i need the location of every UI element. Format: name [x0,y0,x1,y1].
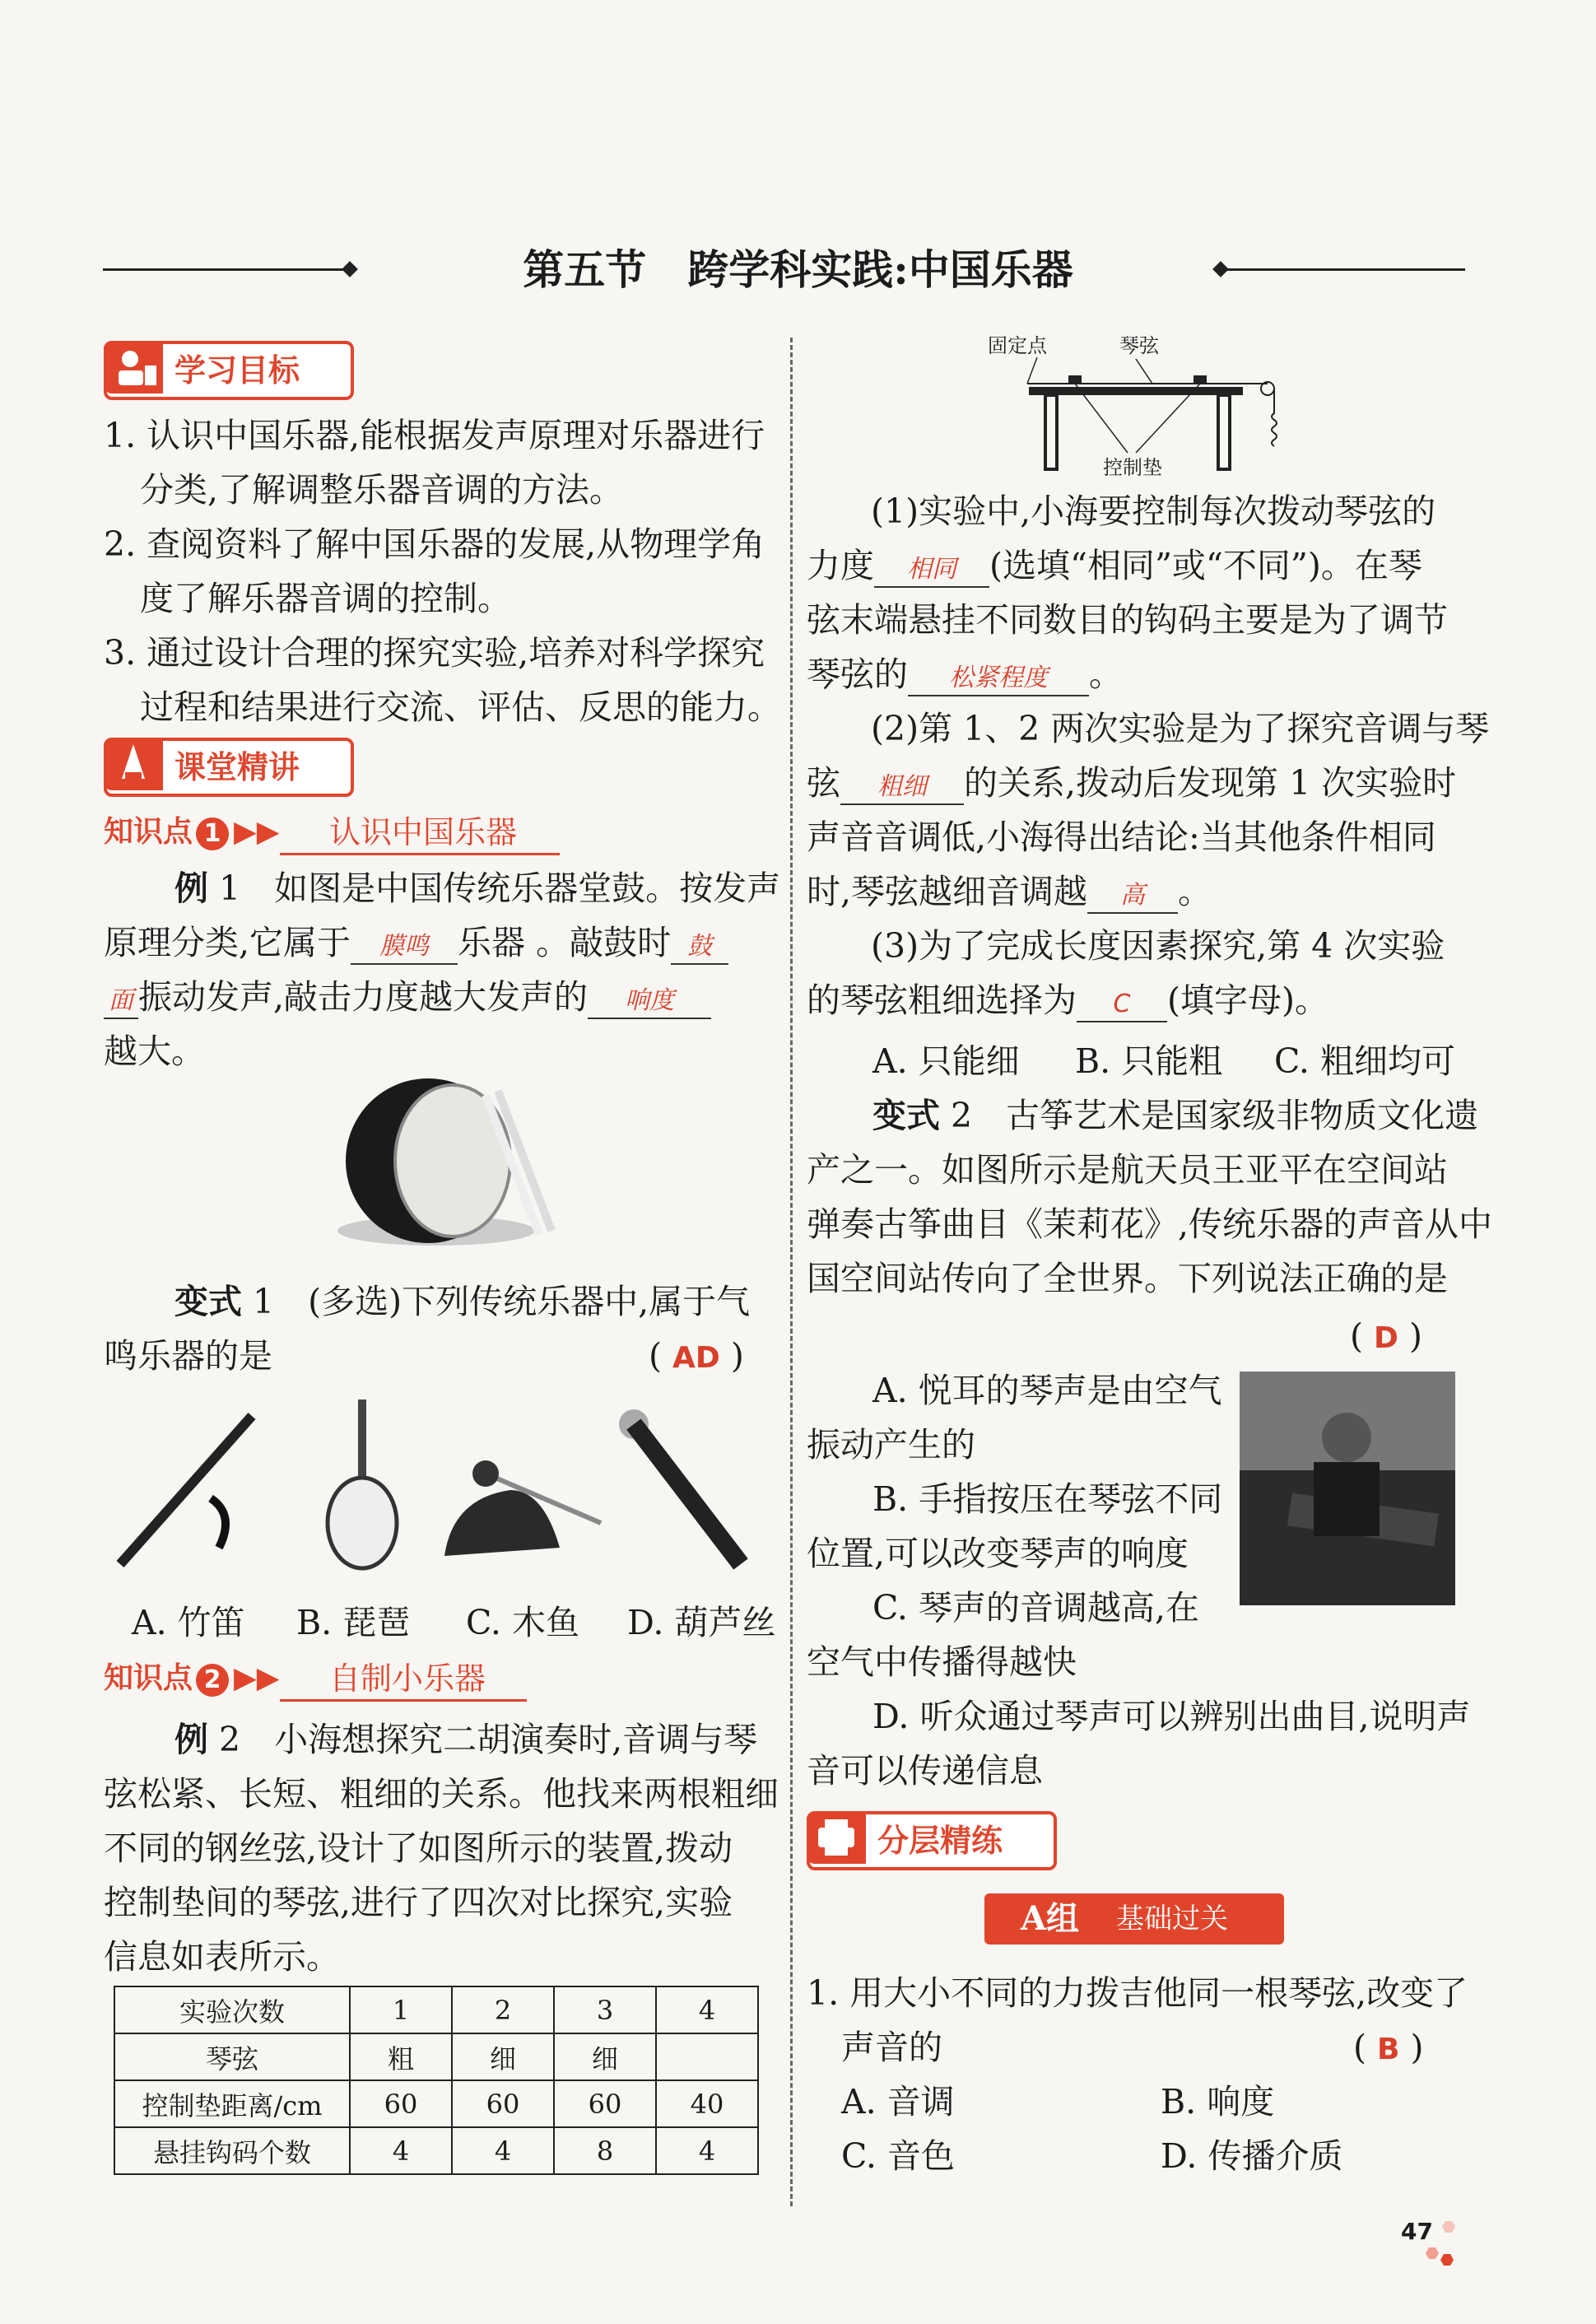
var2-opt-b1: B. 手指按压在琴弦不同 [872,1479,1223,1519]
hulusi-image [609,1400,757,1572]
ex1-line1: 例 1 如图是中国传统乐器堂鼓。按发声 [174,869,781,908]
q3-opt-a: A. 只能细 [872,1041,1020,1081]
goal-2-line2: 度了解乐器音调的控制。 [140,579,511,618]
experiment-table [114,1986,759,2175]
q1-answer-1: 相同 [874,553,989,588]
var1-opt-a: A. 竹笛 [132,1603,245,1642]
woodfish-image [436,1449,609,1572]
ex1-answer-3: 响度 [588,985,711,1019]
table-row: 控制垫距离/cm 60 60 60 40 [114,2080,758,2127]
var2-opt-d2: 音可以传递信息 [807,1751,1043,1791]
q1-answer-2: 松紧程度 [908,662,1089,696]
label-string: 琴弦 [1119,334,1159,357]
q2-line1: (2)第 1、2 两次实验是为了探究音调与琴 [871,709,1490,748]
section-goals-badge [104,341,354,400]
q2-line2: 弦 粗细 的关系,拨动后发现第 1 次实验时 [807,756,1456,810]
var1-opt-c: C. 木鱼 [466,1603,579,1642]
flute-image [104,1400,268,1572]
table-row: 琴弦 粗 细 细 [114,2033,758,2080]
q1-line2: 力度 相同 (选填“相同”或“不同”)。在琴 [807,538,1422,593]
table-row: 悬挂钩码个数 4 4 8 4 [114,2127,758,2174]
var2-opt-a1: A. 悦耳的琴声是由空气 [872,1371,1222,1410]
group-a-subtitle: 基础过关 [1116,1903,1228,1935]
p1-line1: 1. 用大小不同的力拨吉他同一根琴弦,改变了 [807,1973,1468,2013]
q2-answer-1: 粗细 [840,771,964,805]
kp1-label: 知识点 1 ▶▶ [104,815,280,849]
kp1-title: 认识中国乐器 [329,814,518,850]
goal-3-line2: 过程和结果进行交流、评估、反思的能力。 [140,687,781,727]
q2-line4: 时,琴弦越细音调越 高 。 [807,864,1212,919]
table-row: 实验次数 1 2 3 4 [114,1986,758,2033]
group-a-label: A组 [1021,1899,1080,1938]
p1-opt-b: B. 响度 [1161,2082,1275,2121]
var2-opt-c2: 空气中传播得越快 [807,1642,1077,1682]
p1-line2: 声音的 [841,2028,942,2067]
q1-line1: (1)实验中,小海要控制每次拨动琴弦的 [871,491,1436,531]
q3-opt-c: C. 粗细均可 [1274,1041,1455,1081]
goal-1-line1: 1. 认识中国乐器,能根据发声原理对乐器进行 [104,416,765,455]
label-fixed-point: 固定点 [988,334,1047,357]
q3-line2: 的琴弦粗细选择为 C (填字母)。 [807,973,1328,1027]
p1-opt-a: A. 音调 [841,2082,955,2121]
var2-line2: 产之一。如图所示是航天员王亚平在空间站 [807,1150,1448,1190]
q2-answer-2: 高 [1087,879,1178,914]
p1-opt-c: C. 音色 [841,2136,955,2176]
p1-opt-d: D. 传播介质 [1161,2136,1343,2176]
page-title: 第五节 跨学科实践:中国乐器 [523,245,1073,294]
goal-3-line1: 3. 通过设计合理的探究实验,培养对科学探究 [104,633,765,673]
column-divider [790,338,793,2206]
var1-line2: 鸣乐器的是 [104,1336,272,1376]
var1-opt-b: B. 琵琶 [296,1603,411,1642]
q3-answer: C [1077,988,1167,1022]
ex2-line5: 信息如表所示。 [104,1937,340,1977]
pencil-icon [104,738,163,790]
var1-answer: ( AD ) [649,1336,744,1376]
var2-answer: ( D ) [1350,1316,1422,1356]
var2-opt-b2: 位置,可以改变琴声的响度 [807,1534,1189,1573]
ex1-line2: 原理分类,它属于 膜鸣 乐器 。敲鼓时 鼓 [104,915,728,970]
goal-1-line2: 分类,了解调整乐器音调的方法。 [140,470,624,510]
ex1-line4: 越大。 [104,1032,205,1071]
group-a-banner [984,1893,1284,1944]
apparatus-diagram [988,329,1317,477]
page-number: 47 [1401,2218,1433,2245]
ex2-line2: 弦松紧、长短、粗细的关系。他找来两根粗细 [104,1774,779,1814]
var1-line1: 变式 1 (多选)下列传统乐器中,属于气 [174,1282,751,1321]
ex1-answer-2b: 面 [104,985,138,1019]
astronaut-photo [1240,1372,1455,1605]
var2-opt-c1: C. 琴声的音调越高,在 [872,1588,1200,1628]
ex2-line4: 控制垫间的琴弦,进行了四次对比探究,实验 [104,1883,733,1922]
var1-opt-d: D. 葫芦丝 [627,1603,776,1642]
ex1-answer-2a: 鼓 [671,930,728,965]
var2-line1: 变式 2 古筝艺术是国家级非物质文化遗 [872,1096,1479,1135]
label-pad: 控制垫 [1103,456,1162,479]
drum-image [313,1070,560,1251]
p1-answer: ( B ) [1353,2028,1424,2067]
ex1-line3: 面 振动发声,敲击力度越大发声的 响度 [104,970,711,1024]
ex1-answer-1: 膜鸣 [351,930,458,965]
q1-line3: 弦末端悬挂不同数目的钩码主要是为了调节 [807,600,1448,640]
pipa-image [313,1391,412,1572]
section-lecture-label: 课堂精讲 [174,749,300,785]
q3-opt-b: B. 只能粗 [1075,1041,1223,1081]
q2-line3: 声音音调低,小海得出结论:当其他条件相同 [807,817,1436,857]
kp1-number: 1 [196,817,229,850]
printer-icon [807,1811,866,1864]
kp2-label: 知识点 2 ▶▶ [104,1661,280,1695]
ex2-line3: 不同的钢丝弦,设计了如图所示的装置,拨动 [104,1828,733,1868]
var2-line4: 国空间站传向了全世界。下列说法正确的是 [807,1259,1448,1298]
section-goals-label: 学习目标 [174,352,300,389]
q1-line4: 琴弦的 松紧程度 。 [807,647,1123,701]
ex2-line1: 例 2 小海想探究二胡演奏时,音调与琴 [174,1720,758,1759]
q3-line1: (3)为了完成长度因素探究,第 4 次实验 [871,926,1445,966]
section-practice-badge [807,1811,1057,1870]
student-icon [104,341,163,394]
goal-2-line1: 2. 查阅资料了解中国乐器的发展,从物理学角 [104,524,765,564]
var2-opt-d1: D. 听众通过琴声可以辨别出曲目,说明声 [872,1697,1471,1736]
kp2-title: 自制小乐器 [329,1660,486,1697]
var2-line3: 弹奏古筝曲目《茉莉花》,传统乐器的声音从中 [807,1204,1493,1244]
section-lecture-badge [104,738,354,797]
kp2-number: 2 [196,1664,229,1697]
var2-opt-a2: 振动产生的 [807,1425,975,1465]
section-practice-label: 分层精练 [877,1823,1003,1859]
